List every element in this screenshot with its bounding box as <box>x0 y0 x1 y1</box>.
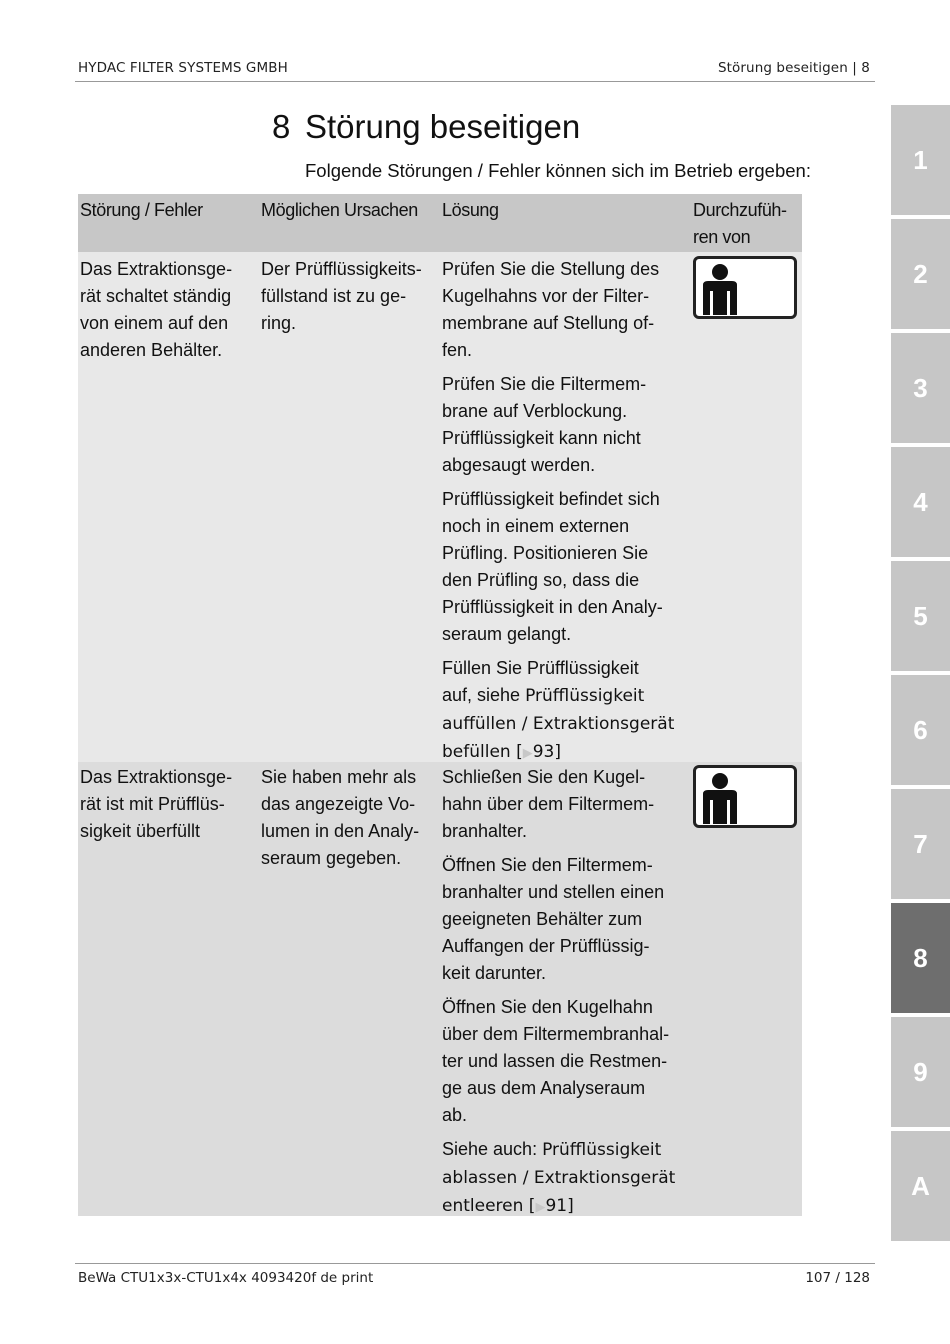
section-number: 8 <box>272 108 291 145</box>
solution-prefix: Siehe auch: <box>442 1139 543 1159</box>
solution-prefix: Füllen Sie Prüfflüssigkeit auf, siehe <box>442 658 639 705</box>
section-title: Störung beseitigen <box>305 108 581 145</box>
page-title <box>272 108 580 146</box>
header-divider <box>75 81 875 82</box>
play-arrow-icon: ▶ <box>535 1199 546 1214</box>
intro-text: Folgende Störungen / Fehler können sich im Betrieb ergeben: <box>305 160 811 181</box>
solution-step: Öffnen Sie den Filtermem- branhalter und stellen einen geeigneten Behälter zum Auffangen der Prüfflüssig- keit darunter. <box>442 855 665 983</box>
chapter-tab-8[interactable]: 8 <box>891 903 950 1013</box>
table-row-1 <box>78 252 802 762</box>
cross-reference-link[interactable]: Prüfflüssigkeit auffüllen / Extraktionsgerät befüllen [ <box>442 686 675 762</box>
footer-divider <box>75 1263 875 1264</box>
solution-step: Prüfflüssigkeit befindet sich noch in einem externen Prüfling. Positionieren Sie den Prüfling so, dass die Prüfflüssigkeit in den Analy- seraum gelangt. <box>442 489 663 644</box>
footer-page-number: 107 / 128 <box>805 1270 870 1286</box>
solution-cell <box>440 256 690 773</box>
solution-step <box>442 655 690 766</box>
chapter-tab-9[interactable]: 9 <box>891 1017 950 1127</box>
solution-step: Prüfen Sie die Filtermem- brane auf Verblockung. Prüfflüssigkeit kann nicht abgesaugt werden. <box>442 374 647 475</box>
solution-step: Prüfen Sie die Stellung des Kugelhahns vor der Filter- membrane auf Stellung of- fen. <box>442 259 660 360</box>
cross-reference-link[interactable]: Prüfflüssigkeit ablassen / Extraktionsgerät entleeren [ <box>442 1140 676 1216</box>
header-company: HYDAC FILTER SYSTEMS GMBH <box>78 60 288 76</box>
play-arrow-icon: ▶ <box>522 745 533 760</box>
person-icon <box>693 256 797 319</box>
table-header-row <box>78 194 802 252</box>
chapter-tab-a[interactable]: A <box>891 1131 950 1241</box>
header-cause: Möglichen Ursachen <box>261 200 418 220</box>
chapter-tab-6[interactable]: 6 <box>891 675 950 785</box>
cause-cell: Der Prüfflüssigkeits- füllstand ist zu ge- ring. <box>261 259 422 333</box>
person-figure-icon <box>700 772 740 824</box>
solution-step: Öffnen Sie den Kugelhahn über dem Filtermembranhal- ter und lassen die Restmen- ge aus dem Analyseraum ab. <box>442 997 670 1125</box>
chapter-tab-4[interactable]: 4 <box>891 447 950 557</box>
person-figure-icon <box>700 263 740 315</box>
header-fault: Störung / Fehler <box>80 200 203 220</box>
chapter-tab-2[interactable]: 2 <box>891 219 950 329</box>
link-page-number[interactable]: 93] <box>532 742 561 762</box>
header-performer: Durchzufüh- ren von <box>693 200 787 247</box>
cause-cell: Sie haben mehr als das angezeigte Vo- lumen in den Analy- seraum gegeben. <box>261 767 420 868</box>
link-page-number[interactable]: 91] <box>545 1196 574 1216</box>
fault-cell: Das Extraktionsge- rät ist mit Prüfflüs- sigkeit überfüllt <box>80 767 233 841</box>
header-solution: Lösung <box>442 200 499 220</box>
chapter-tab-3[interactable]: 3 <box>891 333 950 443</box>
solution-cell <box>440 764 690 1227</box>
fault-cell: Das Extraktionsge- rät schaltet ständig von einem auf den anderen Behälter. <box>80 259 233 360</box>
fault-table <box>78 194 802 252</box>
solution-step: Schließen Sie den Kugel- hahn über dem Filtermem- branhalter. <box>442 767 655 841</box>
solution-step <box>442 1136 690 1220</box>
table-row-2 <box>78 762 802 1216</box>
chapter-tab-5[interactable]: 5 <box>891 561 950 671</box>
header-section: Störung beseitigen | 8 <box>717 60 870 76</box>
footer-doc-id: BeWa CTU1x3x-CTU1x4x 4093420f de print <box>78 1270 374 1286</box>
chapter-tab-1[interactable]: 1 <box>891 105 950 215</box>
person-icon <box>693 765 797 828</box>
chapter-tab-7[interactable]: 7 <box>891 789 950 899</box>
